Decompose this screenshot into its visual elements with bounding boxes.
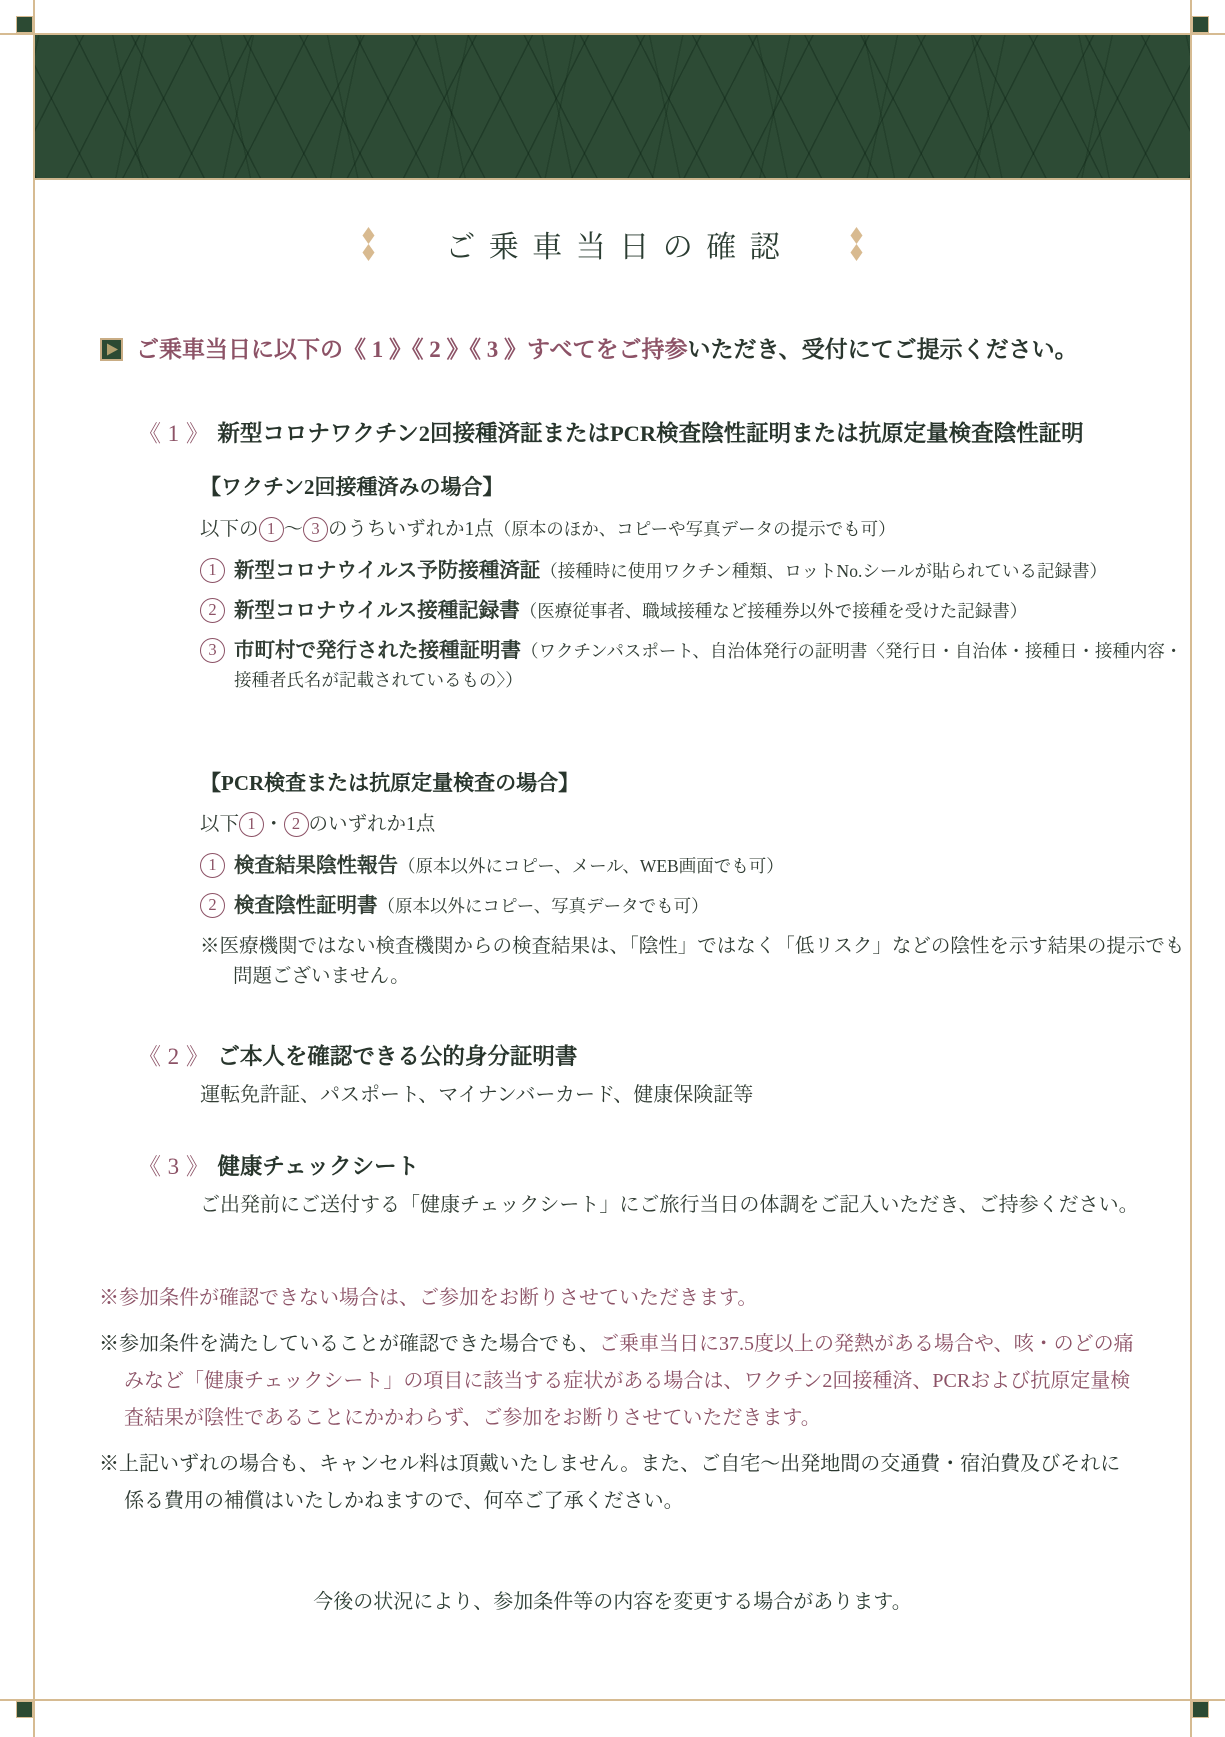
- intro-emphasis: ご乗車当日に以下の《 1 》《 2 》《 3 》すべてをご持参: [136, 337, 688, 362]
- diamond-ornament-icon: [849, 227, 864, 261]
- pcr-lead: [200, 810, 1185, 840]
- remark-text: ご乗車当日に37.5度以上の発熱がある場合や、咳・のどの痛みなど「健康チェックシート」の項目に該当する症状がある場合は、ワクチン2回接種済、PCRおよび抗原定量検査結果が陰性であることにかかわらず、ご参加をお断りさせていただきます。: [124, 1333, 1134, 1429]
- title-row: [33, 222, 1192, 266]
- section-3-heading: [138, 1148, 419, 1181]
- vaccine-lead-tilde: ～: [283, 519, 304, 540]
- list-item: [200, 852, 1185, 881]
- corner-square-top-left: [16, 16, 33, 33]
- intro-rest: いただき、受付にてご提示ください。: [687, 337, 1078, 362]
- pcr-lead-post: のいずれか1点: [308, 814, 436, 835]
- item-name: 検査結果陰性報告: [234, 855, 398, 877]
- section-3-number: 《 3 》: [138, 1154, 210, 1179]
- vaccine-lead-post: のうちいずれか1点: [328, 519, 494, 540]
- item-paren: （原本以外にコピー、写真データでも可）: [377, 896, 709, 916]
- remark-text: ※参加条件が確認できない場合は、ご参加をお断りさせていただきます。: [99, 1287, 758, 1309]
- corner-square-bottom-right: [1192, 1701, 1209, 1718]
- vaccine-items: [200, 557, 1185, 695]
- vaccine-case-heading: 【ワクチン2回接種済みの場合】: [200, 475, 504, 499]
- vaccine-lead-paren: （原本のほか、コピーや写真データの提示でも可）: [493, 519, 896, 539]
- item-paren: （接種時に使用ワクチン種類、ロットNo.シールが貼られている記録書）: [540, 561, 1107, 581]
- pcr-lead-dot: ・: [264, 814, 284, 835]
- section-1-title: 新型コロナワクチン2回接種済証またはPCR検査陰性証明または抗原定量検査陰性証明: [217, 421, 1084, 446]
- list-item: [200, 557, 1185, 586]
- circled-number: 2: [284, 812, 309, 837]
- footer-note: 今後の状況により、参加条件等の内容を変更する場合があります。: [313, 1591, 912, 1613]
- item-name: 新型コロナウイルス予防接種済証: [234, 560, 541, 582]
- item-paren: （医療従事者、職域接種など接種券以外で接種を受けた記録書）: [519, 601, 1028, 621]
- remark-note: [99, 1326, 1137, 1437]
- circled-number: 2: [200, 893, 225, 918]
- pcr-items: [200, 852, 1185, 921]
- vaccine-case-block: [200, 472, 1185, 706]
- pcr-note: ※医療機関ではない検査機関からの検査結果は、「陰性」ではなく「低リスク」などの陰性を示す結果の提示でも問題ございません。: [200, 936, 1185, 987]
- circled-number: 2: [200, 598, 225, 623]
- intro-line: [100, 331, 1200, 364]
- remarks: [99, 1280, 1137, 1529]
- frame-line-bottom: [0, 1699, 1225, 1701]
- remark-note: [99, 1280, 1137, 1317]
- pcr-lead-pre: 以下: [200, 814, 240, 835]
- item-name: 市町村で発行された接種証明書: [234, 640, 521, 662]
- section-3-title: 健康チェックシート: [217, 1154, 420, 1179]
- header-pattern-band: [35, 35, 1190, 180]
- circled-number: 3: [200, 638, 225, 663]
- green-play-marker-icon: [100, 338, 123, 361]
- remark-note: [99, 1446, 1137, 1520]
- section-2-title: ご本人を確認できる公的身分証明書: [217, 1044, 578, 1069]
- corner-square-bottom-left: [16, 1701, 33, 1718]
- item-paren: （ワクチンパスポート、自治体発行の証明書〈発行日・自治体・接種日・接種内容・接種者氏名が記載されているもの〉）: [234, 641, 1183, 690]
- pcr-case-heading: 【PCR検査または抗原定量検査の場合】: [200, 771, 580, 795]
- list-item: [200, 597, 1185, 626]
- diamond-ornament-icon: [361, 227, 376, 261]
- list-item: [200, 892, 1185, 921]
- circled-number: 3: [303, 517, 328, 542]
- list-item: [200, 637, 1185, 695]
- section-1-number: 《 1 》: [138, 421, 210, 446]
- remark-text: ※上記いずれの場合も、キャンセル料は頂戴いたしません。また、ご自宅～出発地間の交通費・宿泊費及びそれに係る費用の補償はいたしかねますので、何卒ご了承ください。: [99, 1453, 1121, 1512]
- section-2-body: 運転免許証、パスポート、マイナンバーカード、健康保険証等: [200, 1084, 754, 1106]
- circled-number: 1: [200, 558, 225, 583]
- page-title: ご乗車当日の確認: [445, 231, 794, 264]
- section-3-body: ご出発前にご送付する「健康チェックシート」にご旅行当日の体調をご記入いただき、ご持参ください。: [200, 1194, 1139, 1216]
- section-2-number: 《 2 》: [138, 1044, 210, 1069]
- vaccine-lead-pre: 以下の: [200, 519, 259, 540]
- circled-number: 1: [239, 812, 264, 837]
- vaccine-lead: [200, 514, 1185, 545]
- item-paren: （原本以外にコピー、メール、WEB画面でも可）: [398, 856, 784, 876]
- corner-square-top-right: [1192, 16, 1209, 33]
- pcr-case-block: [200, 768, 1185, 992]
- circled-number: 1: [259, 517, 284, 542]
- item-name: 検査陰性証明書: [234, 895, 378, 917]
- item-name: 新型コロナウイルス接種記録書: [234, 600, 520, 622]
- remark-text: ※参加条件を満たしていることが確認できた場合でも、: [99, 1333, 599, 1355]
- section-1-heading: [138, 415, 1084, 448]
- section-2-heading: [138, 1038, 577, 1071]
- circled-number: 1: [200, 853, 225, 878]
